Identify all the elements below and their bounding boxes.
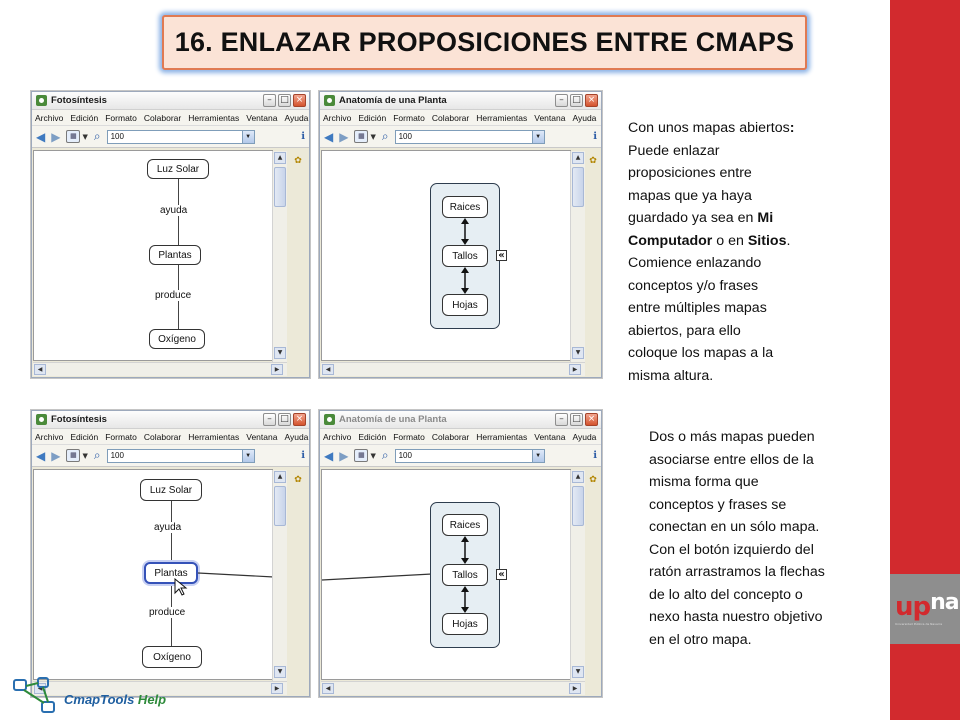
chevron-down-icon[interactable]: ▼ (532, 131, 544, 143)
zoom-select[interactable] (395, 130, 545, 144)
arrow-left-icon[interactable]: ◀ (324, 448, 334, 463)
minimize-icon[interactable]: – (555, 413, 568, 426)
chevron-down-icon[interactable]: ▼ (82, 451, 88, 460)
link-phrase[interactable]: produce (149, 607, 186, 618)
text-line: . (786, 232, 791, 249)
concept-node[interactable]: Raices (442, 514, 488, 536)
text-line: conceptos y frases se (649, 496, 787, 513)
menu-edicion[interactable]: Edición (70, 431, 99, 442)
magnifier-icon[interactable]: ⌕ (381, 129, 389, 143)
window-titlebar[interactable] (32, 411, 309, 429)
menu-archivo[interactable]: Archivo (35, 112, 64, 123)
minimize-icon[interactable]: – (263, 413, 276, 426)
zoom-value: 100 (110, 132, 124, 141)
upna-logo-na: na (930, 590, 959, 615)
slide-title-box (162, 15, 807, 70)
info-icon[interactable]: ℹ (593, 450, 597, 461)
horizontal-scrollbar[interactable] (321, 362, 585, 376)
menu-ayuda[interactable]: Ayuda (572, 431, 597, 442)
toolbar (320, 126, 601, 148)
menu-colaborar[interactable]: Colaborar (143, 431, 182, 442)
menu-herramientas[interactable]: Herramientas (476, 112, 528, 123)
scroll-up-icon[interactable]: ▲ (572, 471, 584, 483)
menubar (32, 110, 309, 126)
maximize-icon[interactable]: □ (278, 94, 291, 107)
scroll-left-icon[interactable]: ◀ (34, 683, 46, 694)
text-line: misma altura. (628, 367, 714, 384)
cmaptools-help-logo (12, 676, 167, 716)
menubar (320, 110, 601, 126)
scroll-thumb[interactable] (274, 486, 286, 526)
zoom-value: 100 (398, 451, 412, 460)
scroll-left-icon[interactable]: ◀ (34, 364, 46, 375)
menu-herramientas[interactable]: Herramientas (188, 112, 240, 123)
menu-colaborar[interactable]: Colaborar (431, 431, 470, 442)
text-line: coloque los mapas a la (628, 345, 774, 361)
text-line: Dos o más mapas pueden (649, 429, 815, 445)
link-phrase[interactable]: ayuda (160, 205, 188, 216)
concept-node[interactable]: Tallos (442, 564, 488, 586)
map-canvas[interactable] (33, 469, 273, 680)
menu-archivo[interactable]: Archivo (35, 431, 64, 442)
minimize-icon[interactable]: – (263, 94, 276, 107)
text-line: Con el botón izquierdo del (649, 541, 814, 558)
upna-logo-up: up (895, 592, 931, 622)
menubar (320, 429, 601, 445)
instructions-text-bottom (649, 426, 874, 651)
view-icon[interactable]: ▦ (66, 130, 80, 143)
scroll-thumb[interactable] (572, 486, 584, 526)
scroll-up-icon[interactable]: ▲ (274, 471, 286, 483)
text-bold: Computador (628, 232, 713, 249)
zoom-value: 100 (398, 132, 412, 141)
scroll-right-icon[interactable]: ▶ (271, 364, 283, 375)
menu-edicion[interactable]: Edición (358, 112, 387, 123)
zoom-select[interactable] (107, 130, 255, 144)
drag-link-line (322, 572, 432, 582)
map-canvas[interactable] (321, 469, 571, 680)
text-line: o en (712, 232, 748, 249)
window-titlebar[interactable] (320, 92, 601, 110)
text-line: de lo alto del concepto o (649, 586, 803, 603)
concept-node[interactable]: Luz Solar (147, 159, 209, 179)
concept-node-selected[interactable]: Plantas (144, 562, 198, 584)
palette-icon[interactable]: ✿ (589, 156, 597, 166)
text-bold: Mi (757, 210, 774, 226)
scroll-right-icon[interactable]: ▶ (271, 683, 283, 694)
scroll-right-icon[interactable]: ▶ (569, 683, 581, 694)
chevron-down-icon[interactable]: ▼ (370, 451, 376, 460)
view-icon[interactable]: ▦ (354, 449, 368, 462)
instructions-text-top (628, 117, 828, 387)
window-title: Fotosíntesis (51, 414, 107, 425)
close-icon[interactable]: × (293, 413, 306, 426)
menu-archivo[interactable]: Archivo (323, 112, 352, 123)
window-fotosintesis-bottom[interactable] (31, 410, 310, 697)
view-icon[interactable]: ▦ (66, 449, 80, 462)
mouse-cursor-icon (174, 578, 188, 596)
window-anatomia-bottom[interactable] (319, 410, 602, 697)
scroll-up-icon[interactable]: ▲ (572, 152, 584, 164)
toolbar (32, 445, 309, 467)
close-icon[interactable]: × (293, 94, 306, 107)
concept-node[interactable]: Luz Solar (140, 479, 202, 501)
cmaptools-logo-icon (12, 676, 64, 716)
menu-herramientas[interactable]: Herramientas (476, 431, 528, 442)
menu-ayuda[interactable]: Ayuda (572, 112, 597, 123)
text-bold: Sitios (747, 232, 787, 249)
maximize-icon[interactable]: □ (570, 94, 583, 107)
view-icon[interactable]: ▦ (354, 130, 368, 143)
palette-icon[interactable]: ✿ (589, 475, 597, 485)
text-line: Comience enlazando (628, 255, 762, 271)
magnifier-icon[interactable]: ⌕ (93, 448, 101, 462)
menu-ventana[interactable]: Ventana (534, 431, 566, 442)
cmaptools-logo-text (64, 692, 166, 707)
window-titlebar[interactable] (32, 92, 309, 110)
menu-edicion[interactable]: Edición (358, 431, 387, 442)
cmap-app-icon (36, 414, 47, 425)
logo-text-cmap: CmapTools (64, 692, 135, 707)
cmap-app-icon (324, 95, 335, 106)
chevron-down-icon[interactable]: ▼ (370, 132, 376, 141)
chevron-down-icon[interactable]: ▼ (242, 131, 254, 143)
info-icon[interactable]: ℹ (301, 450, 305, 461)
menu-edicion[interactable]: Edición (70, 112, 99, 123)
window-title: Fotosíntesis (51, 95, 107, 106)
chevron-down-icon[interactable]: ▼ (532, 450, 544, 462)
arrow-right-icon[interactable]: ▶ (339, 129, 349, 144)
slide-title: 16. ENLAZAR PROPOSICIONES ENTRE CMAPS (174, 27, 795, 57)
concept-node[interactable]: Hojas (442, 613, 488, 635)
bidirectional-arrows (459, 218, 471, 295)
toolbar (320, 445, 601, 467)
menu-ventana[interactable]: Ventana (246, 112, 278, 123)
text-line: proposiciones entre (628, 165, 752, 181)
palette-icon[interactable]: ✿ (294, 475, 302, 485)
scroll-left-icon[interactable]: ◀ (322, 364, 334, 375)
text-line: conectan en un sólo mapa. (649, 519, 820, 535)
menu-ventana[interactable]: Ventana (246, 431, 278, 442)
collapse-icon[interactable]: « (496, 250, 507, 261)
zoom-select[interactable] (107, 449, 255, 463)
menu-formato[interactable]: Formato (393, 431, 425, 442)
vertical-scrollbar[interactable] (272, 470, 287, 681)
window-anatomia-top[interactable] (319, 91, 602, 378)
scroll-thumb[interactable] (572, 167, 584, 207)
text-line: abiertos, para ello (628, 322, 741, 339)
text-line: Puede enlazar (628, 142, 720, 159)
palette-icon[interactable]: ✿ (294, 156, 302, 166)
window-fotosintesis-top[interactable] (31, 91, 310, 378)
text-line: Con unos mapas abiertos (628, 120, 790, 136)
drag-link-line (198, 569, 274, 581)
text-line: misma forma que (649, 474, 759, 490)
maximize-icon[interactable]: □ (278, 413, 291, 426)
scroll-up-icon[interactable]: ▲ (274, 152, 286, 164)
arrow-left-icon[interactable]: ◀ (36, 448, 46, 463)
concept-node[interactable]: Oxígeno (142, 646, 202, 668)
scroll-down-icon[interactable]: ▼ (274, 666, 286, 678)
maximize-icon[interactable]: □ (570, 413, 583, 426)
text-line: en el otro mapa. (649, 631, 752, 648)
bidirectional-arrows (459, 536, 471, 614)
concept-node[interactable]: Tallos (442, 245, 488, 267)
zoom-value: 100 (110, 451, 124, 460)
window-title: Anatomía de una Planta (339, 414, 447, 425)
menu-colaborar[interactable]: Colaborar (143, 112, 182, 123)
arrow-left-icon[interactable]: ◀ (324, 129, 334, 144)
text-line: nexo hasta nuestro objetivo (649, 609, 823, 625)
scroll-left-icon[interactable]: ◀ (322, 683, 334, 694)
info-icon[interactable]: ℹ (593, 131, 597, 142)
menu-formato[interactable]: Formato (105, 431, 137, 442)
menubar (32, 429, 309, 445)
upna-logo-subtitle: Universidad Pública de Navarra (895, 622, 943, 626)
vertical-scrollbar[interactable] (570, 151, 585, 362)
zoom-select[interactable] (395, 449, 545, 463)
concept-node[interactable]: Hojas (442, 294, 488, 316)
vertical-scrollbar[interactable] (570, 470, 585, 681)
menu-ayuda[interactable]: Ayuda (284, 431, 309, 442)
close-icon[interactable]: × (585, 413, 598, 426)
arrow-right-icon[interactable]: ▶ (51, 129, 61, 144)
scroll-thumb[interactable] (274, 167, 286, 207)
upna-logo (895, 590, 960, 630)
menu-formato[interactable]: Formato (393, 112, 425, 123)
text-line: ratón arrastramos la flechas (649, 564, 825, 580)
horizontal-scrollbar[interactable] (33, 362, 287, 376)
map-canvas[interactable] (321, 150, 571, 361)
chevron-down-icon[interactable]: ▼ (242, 450, 254, 462)
arrow-right-icon[interactable]: ▶ (51, 448, 61, 463)
toolbar (32, 126, 309, 148)
info-icon[interactable]: ℹ (301, 131, 305, 142)
magnifier-icon[interactable]: ⌕ (93, 129, 101, 143)
menu-formato[interactable]: Formato (105, 112, 137, 123)
text-bold: : (789, 120, 795, 136)
text-line: asociarse entre ellos de la (649, 451, 814, 468)
link-phrase[interactable]: produce (155, 290, 192, 301)
logo-text-help: Help (134, 692, 167, 707)
menu-ayuda[interactable]: Ayuda (284, 112, 309, 123)
scroll-down-icon[interactable]: ▼ (572, 666, 584, 678)
arrow-left-icon[interactable]: ◀ (36, 129, 46, 144)
menu-colaborar[interactable]: Colaborar (431, 112, 470, 123)
horizontal-scrollbar[interactable] (321, 681, 585, 695)
window-titlebar[interactable] (320, 411, 601, 429)
close-icon[interactable]: × (585, 94, 598, 107)
link-phrase[interactable]: ayuda (154, 522, 182, 533)
minimize-icon[interactable]: – (555, 94, 568, 107)
magnifier-icon[interactable]: ⌕ (381, 448, 389, 462)
concept-node[interactable]: Plantas (149, 245, 201, 265)
cmap-app-icon (36, 95, 47, 106)
chevron-down-icon[interactable]: ▼ (82, 132, 88, 141)
concept-node[interactable]: Oxígeno (149, 329, 205, 349)
scroll-down-icon[interactable]: ▼ (274, 347, 286, 359)
text-line: mapas que ya haya (628, 187, 752, 204)
window-title: Anatomía de una Planta (339, 95, 447, 106)
vertical-scrollbar[interactable] (272, 151, 287, 362)
text-line: entre múltiples mapas (628, 300, 767, 316)
cmap-app-icon (324, 414, 335, 425)
scroll-right-icon[interactable]: ▶ (569, 364, 581, 375)
map-canvas[interactable] (33, 150, 273, 361)
collapse-icon[interactable]: « (496, 569, 507, 580)
text-line: conceptos y/o frases (628, 277, 759, 294)
arrow-right-icon[interactable]: ▶ (339, 448, 349, 463)
menu-archivo[interactable]: Archivo (323, 431, 352, 442)
menu-herramientas[interactable]: Herramientas (188, 431, 240, 442)
menu-ventana[interactable]: Ventana (534, 112, 566, 123)
scroll-down-icon[interactable]: ▼ (572, 347, 584, 359)
concept-node[interactable]: Raices (442, 196, 488, 218)
text-line: guardado ya sea en (628, 210, 758, 226)
